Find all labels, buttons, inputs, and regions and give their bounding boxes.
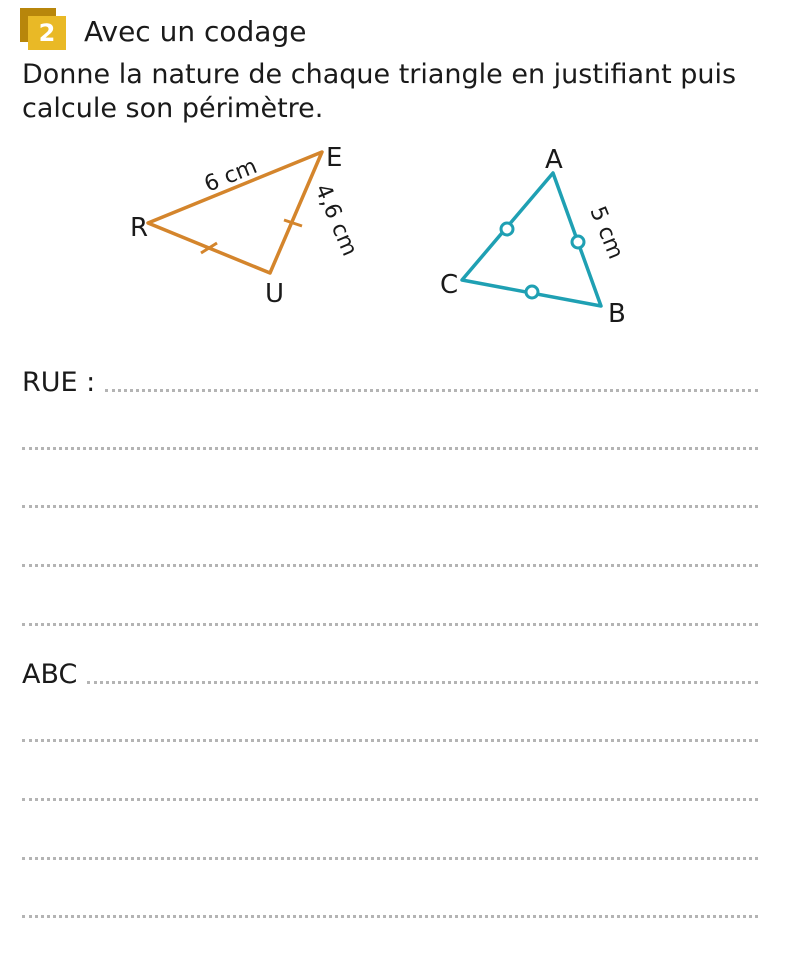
answer-line-rue-2[interactable] [22,422,758,458]
answer-line-abc-1[interactable] [22,656,758,692]
figures-area [0,130,803,340]
answer-line-rue-5[interactable] [22,598,758,634]
side-label-ue: 4,6 cm [309,180,362,260]
vertex-label-u: U [265,279,285,309]
circle-mark-cb [526,286,538,298]
vertex-label-c: C [440,270,459,300]
circle-mark-ac [501,223,513,235]
triangle-rue [130,143,362,309]
dotted-line [22,623,758,626]
side-label-ab: 5 cm [584,202,629,263]
answer-line-abc-3[interactable] [22,773,758,809]
dotted-line [22,739,758,742]
answer-line-abc-5[interactable] [22,890,758,926]
exercise-instruction: Donne la nature de chaque triangle en justifiant puis calcule son périmètre. [22,59,737,124]
exercise-number-badge [20,8,66,50]
circle-mark-ab [572,236,584,248]
dotted-line [87,681,758,684]
vertex-label-b: B [608,299,626,329]
dotted-line [22,798,758,801]
answer-label-abc: ABC [22,659,78,690]
triangles-figure [0,130,803,340]
exercise-title: Avec un codage [84,15,307,48]
dotted-line [22,564,758,567]
answer-line-abc-4[interactable] [22,832,758,868]
answer-line-rue-1[interactable] [22,364,758,400]
vertex-label-r: R [130,213,149,243]
vertex-label-a: A [545,145,563,175]
triangle-abc [440,145,628,329]
answer-line-rue-4[interactable] [22,539,758,575]
side-label-re: 6 cm [200,153,261,198]
dotted-line [105,389,758,392]
dotted-line [22,505,758,508]
exercise-number: 2 [28,16,66,50]
vertex-label-e: E [326,143,343,173]
answer-label-rue: RUE : [22,367,96,398]
answer-line-rue-3[interactable] [22,480,758,516]
answer-line-abc-2[interactable] [22,714,758,750]
dotted-line [22,447,758,450]
dotted-line [22,915,758,918]
dotted-line [22,857,758,860]
